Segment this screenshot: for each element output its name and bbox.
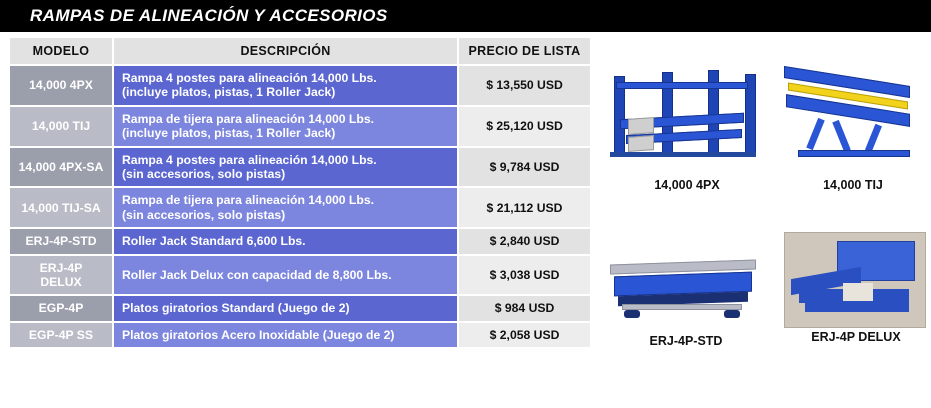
cell-descripcion: Roller Jack Delux con capacidad de 8,800 Lbs. <box>113 255 458 296</box>
image-caption: ERJ-4P-STD <box>649 334 723 348</box>
image-caption: 14,000 4PX <box>654 178 720 192</box>
cell-descripcion <box>113 147 458 188</box>
cell-modelo: 14,000 TIJ <box>9 106 113 147</box>
table-row <box>9 147 591 188</box>
price-table-wrapper <box>8 36 590 349</box>
cell-precio: $ 21,112 USD <box>458 187 591 228</box>
cell-modelo: 14,000 4PX <box>9 65 113 106</box>
cell-modelo: 14,000 4PX-SA <box>9 147 113 188</box>
cell-modelo: ERJ-4P-STD <box>9 228 113 254</box>
cell-precio: $ 9,784 USD <box>458 147 591 188</box>
cell-precio: $ 2,840 USD <box>458 228 591 254</box>
roller-jack-icon <box>600 236 765 332</box>
cell-descripcion: Platos giratorios Acero Inoxidable (Juego de 2) <box>113 322 458 348</box>
cell-precio: $ 2,058 USD <box>458 322 591 348</box>
cell-modelo: ERJ-4P DELUX <box>9 255 113 296</box>
cell-precio: $ 25,120 USD <box>458 106 591 147</box>
product-image-roller-std <box>600 236 772 348</box>
cell-descripcion <box>113 65 458 106</box>
table-row <box>9 255 591 296</box>
price-table <box>8 36 592 349</box>
product-image-scissor <box>778 58 928 192</box>
image-caption: ERJ-4P DELUX <box>811 330 901 344</box>
desc-line-2: (incluye platos, pistas, 1 Roller Jack) <box>122 126 336 141</box>
table-row <box>9 228 591 254</box>
cell-modelo: EGP-4P SS <box>9 322 113 348</box>
column-header-precio: PRECIO DE LISTA <box>458 37 591 65</box>
product-images-panel <box>594 36 931 408</box>
desc-line-1: Rampa 4 postes para alineación 14,000 Lbs. <box>122 152 377 167</box>
header-banner <box>0 0 931 32</box>
column-header-modelo: MODELO <box>9 37 113 65</box>
product-image-roller-delux <box>784 232 928 344</box>
desc-line-1: Rampa de tijera para alineación 14,000 Lbs. <box>122 111 374 126</box>
cell-precio: $ 3,038 USD <box>458 255 591 296</box>
cell-modelo: 14,000 TIJ-SA <box>9 187 113 228</box>
product-image-four-post <box>602 58 772 192</box>
table-row <box>9 322 591 348</box>
four-post-lift-icon <box>602 58 762 176</box>
desc-line-1: Rampa 4 postes para alineación 14,000 Lbs. <box>122 71 377 85</box>
scissor-lift-icon <box>778 58 928 176</box>
cell-descripcion <box>113 106 458 147</box>
cell-descripcion: Roller Jack Standard 6,600 Lbs. <box>113 228 458 254</box>
cell-precio: $ 13,550 USD <box>458 65 591 106</box>
table-row <box>9 295 591 321</box>
column-header-descripcion: DESCRIPCIÓN <box>113 37 458 65</box>
table-header-row <box>9 37 591 65</box>
desc-line-2: (sin accesorios, solo pistas) <box>122 207 286 222</box>
image-caption: 14,000 TIJ <box>823 178 883 192</box>
desc-line-2: (sin accesorios, solo pistas) <box>122 166 286 181</box>
cell-modelo: EGP-4P <box>9 295 113 321</box>
cell-descripcion: Platos giratorios Standard (Juego de 2) <box>113 295 458 321</box>
table-row <box>9 65 591 106</box>
desc-line-2: (incluye platos, pistas, 1 Roller Jack) <box>122 85 336 100</box>
page-title: RAMPAS DE ALINEACIÓN Y ACCESORIOS <box>30 6 388 25</box>
cell-descripcion <box>113 187 458 228</box>
table-row <box>9 187 591 228</box>
cell-precio: $ 984 USD <box>458 295 591 321</box>
desc-line-1: Rampa de tijera para alineación 14,000 Lbs. <box>122 193 374 208</box>
table-row <box>9 106 591 147</box>
roller-jack-delux-icon <box>784 232 926 328</box>
